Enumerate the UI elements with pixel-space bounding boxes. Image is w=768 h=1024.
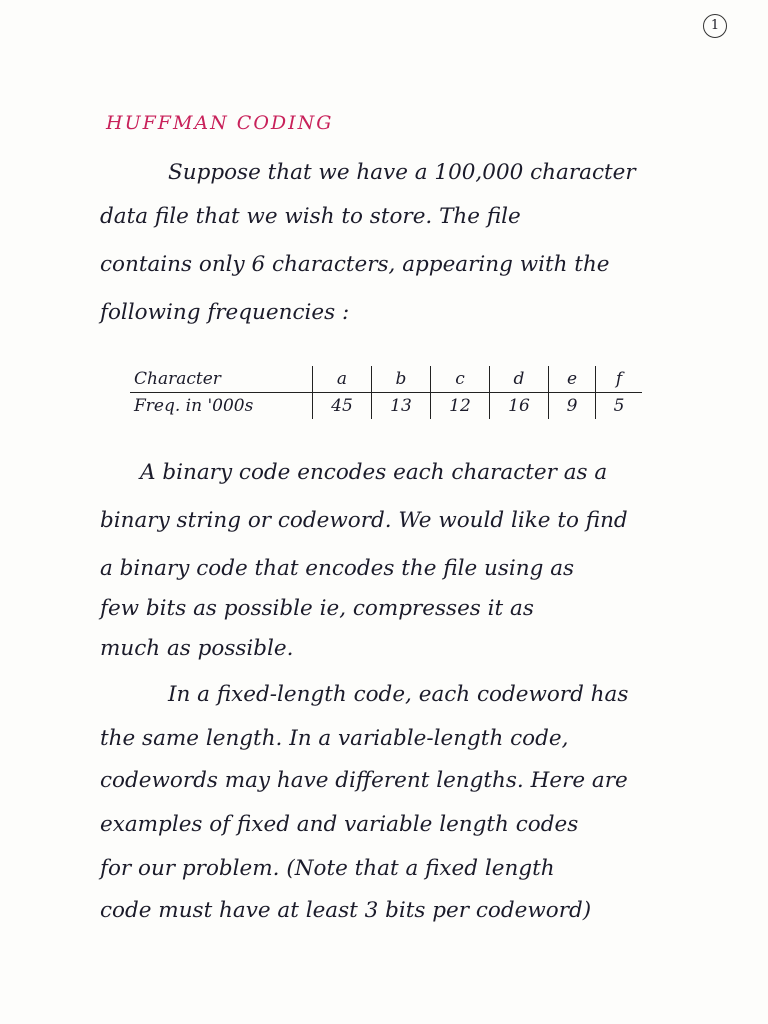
row-label: Freq. in '000s (134, 396, 254, 416)
paragraph-line: In a fixed-length code, each codeword has (168, 682, 629, 707)
frequency-table (130, 366, 642, 419)
paragraph-line: much as possible. (100, 636, 294, 661)
paragraph-line: code must have at least 3 bits per codeword) (100, 898, 592, 923)
paragraph-line: Suppose that we have a 100,000 character (168, 160, 636, 185)
page-number: 1 (703, 14, 727, 38)
paragraph-line: A binary code encodes each character as a (140, 460, 608, 485)
paragraph-line: few bits as possible ie, compresses it as (100, 596, 534, 621)
paragraph-line: contains only 6 characters, appearing with the (100, 252, 610, 277)
table-cell: c (431, 366, 490, 393)
table-cell: f (596, 366, 643, 393)
paragraph-line: the same length. In a variable-length code, (100, 726, 569, 751)
table-cell: 5 (596, 393, 643, 420)
paragraph-line: data file that we wish to store. The file (100, 204, 521, 229)
table-cell: 9 (549, 393, 596, 420)
table-cell: b (372, 366, 431, 393)
table-cell: 16 (490, 393, 549, 420)
page-title: HUFFMAN CODING (106, 112, 334, 134)
row-label: Character (130, 366, 313, 393)
table-row (130, 393, 642, 420)
paragraph-line: examples of fixed and variable length codes (100, 812, 579, 837)
table-cell: 45 (313, 393, 372, 420)
paragraph-line: a binary code that encodes the file using as (100, 556, 575, 581)
table-cell: a (313, 366, 372, 393)
table-cell: d (490, 366, 549, 393)
paragraph-line: binary string or codeword. We would like to find (100, 508, 628, 533)
table-cell: 13 (372, 393, 431, 420)
table-cell: 12 (431, 393, 490, 420)
table-cell: e (549, 366, 596, 393)
table-row (130, 366, 642, 393)
paragraph-line: codewords may have different lengths. Here are (100, 768, 628, 793)
paragraph-line: following frequencies : (100, 300, 350, 325)
paragraph-line: for our problem. (Note that a fixed length (100, 856, 555, 881)
